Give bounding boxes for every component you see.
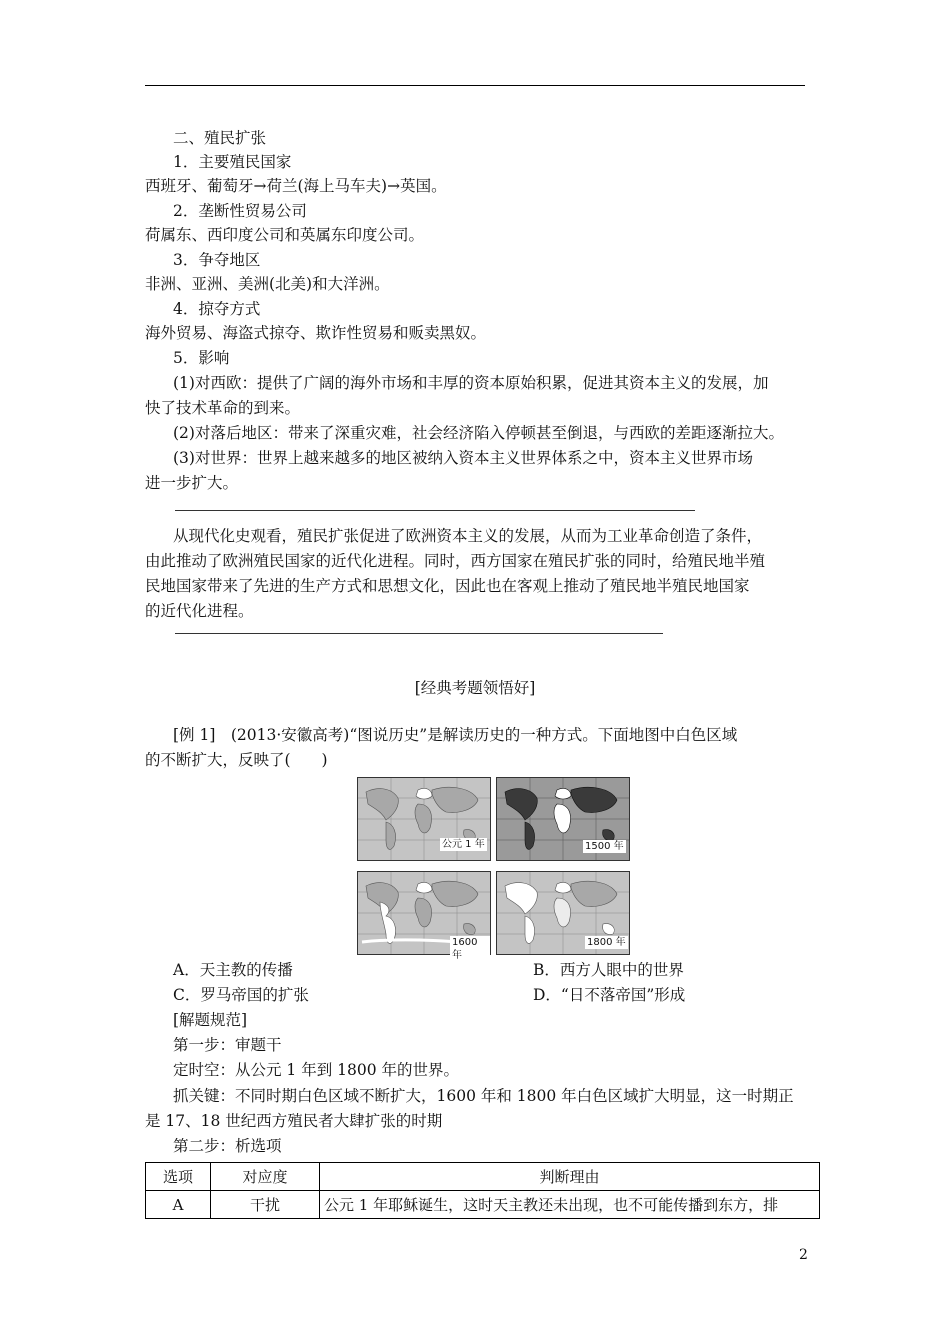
note-bottom-divider <box>175 633 663 634</box>
row-option: A <box>146 1191 211 1219</box>
note-line4: 的近代化进程。 <box>145 602 254 620</box>
map-label-year-1600: 1600 年 <box>450 936 490 962</box>
solution-step2: 第二步：析选项 <box>173 1137 282 1155</box>
example-line2: 的不断扩大，反映了( ) <box>145 751 328 769</box>
page-number: 2 <box>799 1247 808 1263</box>
world-maps-figure <box>357 777 629 961</box>
map-label-year-1: 公元 1 年 <box>442 839 485 850</box>
solution-step1: 第一步：审题干 <box>173 1036 282 1054</box>
example-line1: [例 1] (2013·安徽高考)“图说历史”是解读历史的一种方式。下面地图中白色区域 <box>173 726 738 744</box>
header-reason: 判断理由 <box>320 1163 820 1191</box>
option-b: B．西方人眼中的世界 <box>533 961 684 979</box>
option-analysis-table <box>145 1162 820 1219</box>
item3-text: 非洲、亚洲、美洲(北美)和大洋洲。 <box>145 275 390 293</box>
header-option: 选项 <box>146 1163 211 1191</box>
item5-title: 5．影响 <box>173 349 230 367</box>
header-relevance: 对应度 <box>211 1163 320 1191</box>
item3-title: 3．争夺地区 <box>173 251 261 269</box>
world-map-year-1500 <box>496 777 630 861</box>
note-top-divider <box>175 510 695 511</box>
section-heading: 二、殖民扩张 <box>173 129 267 147</box>
world-map-year-1600 <box>357 871 491 961</box>
table-header-row <box>146 1163 820 1191</box>
impact1-line1: (1)对西欧：提供了广阔的海外市场和丰厚的资本原始积累，促进其资本主义的发展，加 <box>173 374 769 392</box>
solution-heading: [解题规范] <box>173 1011 248 1029</box>
note-line1: 从现代化史观看，殖民扩张促进了欧洲资本主义的发展，从而为工业革命创造了条件， <box>173 527 763 545</box>
item4-text: 海外贸易、海盗式掠夺、欺诈性贸易和贩卖黑奴。 <box>145 324 487 342</box>
map-label-year-1800: 1800 年 <box>587 937 626 948</box>
row-reason: 公元 1 年耶稣诞生，这时天主教还未出现，也不可能传播到东方，排 <box>320 1191 820 1219</box>
option-a: A．天主教的传播 <box>173 961 293 979</box>
row-relevance: 干扰 <box>211 1191 320 1219</box>
note-line2: 由此推动了欧洲殖民国家的近代化进程。同时，西方国家在殖民扩张的同时，给殖民地半殖 <box>145 552 766 570</box>
impact1-line2: 快了技术革命的到来。 <box>145 399 301 417</box>
impact3-line2: 进一步扩大。 <box>145 474 239 492</box>
item1-title: 1．主要殖民国家 <box>173 153 292 171</box>
option-d: D．“日不落帝国”形成 <box>533 986 686 1004</box>
item2-title: 2．垄断性贸易公司 <box>173 202 307 220</box>
solution-key-line2: 是 17、18 世纪西方殖民者大肆扩张的时期 <box>145 1112 443 1130</box>
note-line3: 民地国家带来了先进的生产方式和思想文化，因此也在客观上推动了殖民地半殖民地国家 <box>145 577 750 595</box>
header-rule <box>145 85 805 86</box>
item4-title: 4．掠夺方式 <box>173 300 261 318</box>
world-map-year-1800 <box>496 871 630 955</box>
item1-text: 西班牙、葡萄牙→荷兰(海上马车夫)→英国。 <box>145 177 447 195</box>
option-c: C．罗马帝国的扩张 <box>173 986 309 1004</box>
world-map-year-1 <box>357 777 491 861</box>
map-label-year-1500: 1500 年 <box>585 841 624 852</box>
table-row <box>146 1191 820 1219</box>
solution-key-line1: 抓关键：不同时期白色区域不断扩大，1600 年和 1800 年白色区域扩大明显，这一时期正 <box>173 1087 794 1105</box>
solution-time-space: 定时空：从公元 1 年到 1800 年的世界。 <box>173 1061 460 1079</box>
item2-text: 荷属东、西印度公司和英属东印度公司。 <box>145 226 425 244</box>
impact2: (2)对落后地区：带来了深重灾难，社会经济陷入停顿甚至倒退，与西欧的差距逐渐拉大。 <box>173 424 784 442</box>
exam-section-title: [经典考题领悟好] <box>414 679 536 697</box>
impact3-line1: (3)对世界：世界上越来越多的地区被纳入资本主义世界体系之中，资本主义世界市场 <box>173 449 753 467</box>
